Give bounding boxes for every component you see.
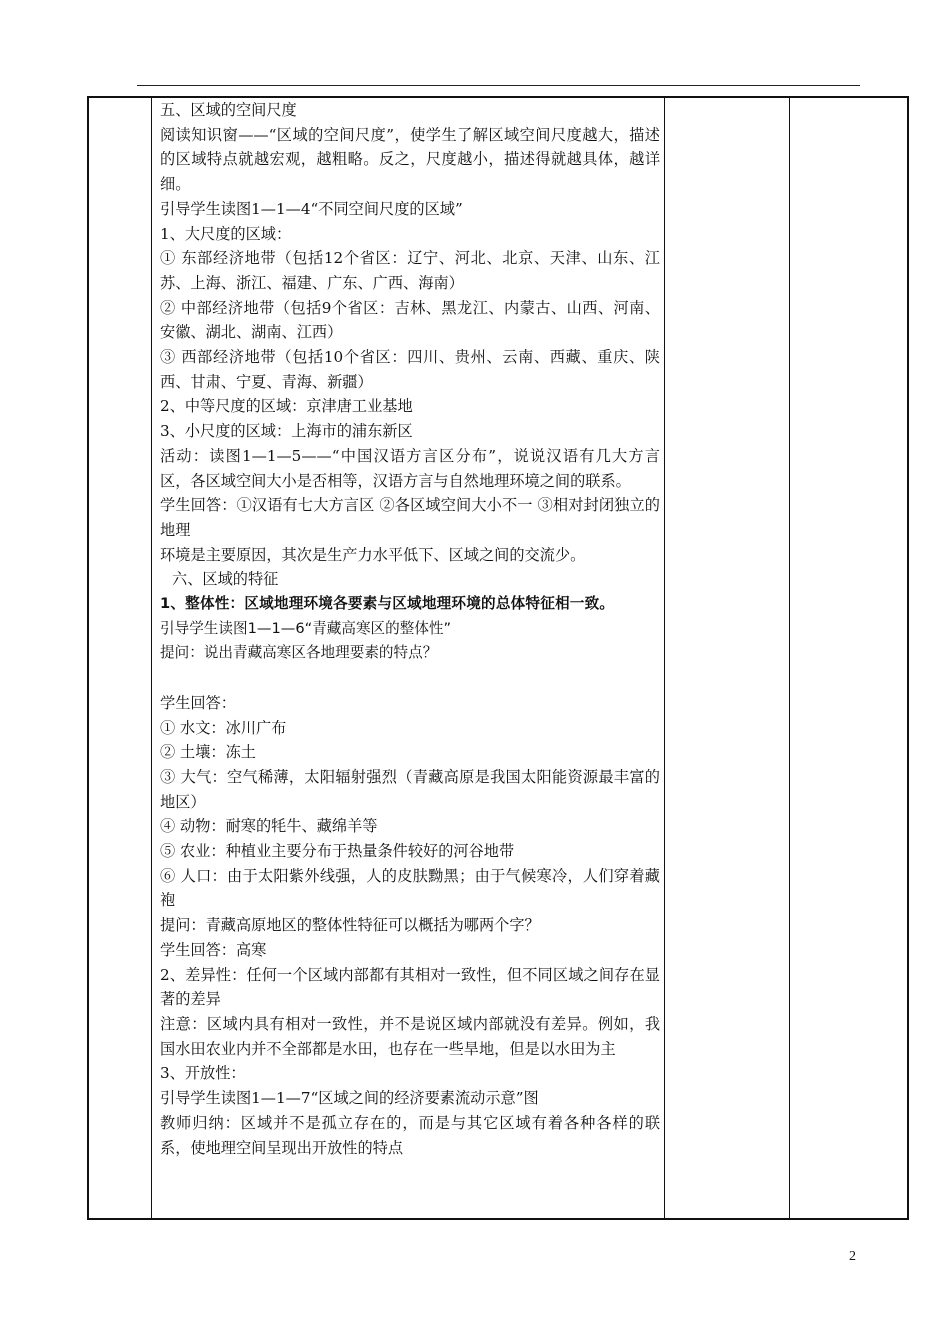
paragraph: 注意：区域内具有相对一致性，并不是说区域内部就没有差异。例如，我国水田农业内并不全部都是水田，也存在一些旱地，但是以水田为主 bbox=[160, 1015, 660, 1058]
list-item: ① 东部经济地带（包括12个省区：辽宁、河北、北京、天津、山东、江苏、上海、浙江、福建、广东、广西、海南） bbox=[160, 249, 660, 292]
column-divider bbox=[789, 98, 790, 1218]
paragraph: 提问：说出青藏高寒区各地理要素的特点？ bbox=[160, 644, 438, 662]
paragraph: 阅读知识窗——“区域的空间尺度”，使学生了解区域空间尺度越大，描述的区域特点就越宏观，越粗略。反之，尺度越小，描述得就越具体，越详细。 bbox=[160, 125, 660, 194]
list-item: ⑥ 人口：由于太阳紫外线强，人的皮肤黝黑；由于气候寒冷，人们穿着藏袍 bbox=[160, 866, 660, 910]
list-item: ② 中部经济地带（包括9个省区：吉林、黑龙江、内蒙古、山西、河南、安徽、湖北、湖南、江西） bbox=[160, 298, 660, 342]
list-item: ① 水文：冰川广布 bbox=[160, 718, 287, 737]
paragraph: 活动：读图1—1—5——“中国汉语方言区分布”，说说汉语有几大方言区，各区域空间大小是否相等，汉语方言与自然地理环境之间的联系。 bbox=[160, 446, 660, 490]
paragraph: 1、大尺度的区域： bbox=[160, 224, 292, 243]
paragraph: 3、开放性： bbox=[160, 1064, 246, 1083]
paragraph: 引导学生读图1—1—4“不同空间尺度的区域” bbox=[160, 199, 463, 218]
lesson-content-cell bbox=[160, 98, 660, 1160]
section-heading: 六、区域的特征 bbox=[172, 570, 279, 589]
paragraph: 2、中等尺度的区域：京津唐工业基地 bbox=[160, 397, 413, 416]
paragraph: 环境是主要原因，其次是生产力水平低下、区域之间的交流少。 bbox=[160, 545, 586, 564]
paragraph: 学生回答：高寒 bbox=[160, 940, 267, 959]
list-item: ⑤ 农业：种植业主要分布于热量条件较好的河谷地带 bbox=[160, 842, 515, 861]
column-divider bbox=[151, 98, 152, 1218]
section-heading: 五、区域的空间尺度 bbox=[160, 101, 297, 119]
paragraph: 教师归纳：区域并不是孤立存在的，而是与其它区域有着各种各样的联系，使地理空间呈现出开放性的特点 bbox=[160, 1113, 660, 1157]
page-number: 2 bbox=[849, 1249, 856, 1264]
list-item: ④ 动物：耐寒的牦牛、藏绵羊等 bbox=[160, 817, 378, 836]
paragraph: 引导学生读图1—1—6“青藏高寒区的整体性” bbox=[160, 619, 452, 637]
paragraph: 2、差异性：任何一个区域内部都有其相对一致性，但不同区域之间存在显著的差异 bbox=[160, 965, 660, 1009]
paragraph: 学生回答：①汉语有七大方言区 ②各区域空间大小不一 ③相对封闭独立的地理 bbox=[160, 496, 660, 539]
list-item: ② 土壤：冻土 bbox=[160, 743, 256, 762]
paragraph: 3、小尺度的区域：上海市的浦东新区 bbox=[160, 422, 413, 441]
list-item: ③ 大气：空气稀薄，太阳辐射强烈（青藏高原是我国太阳能资源最丰富的地区） bbox=[160, 767, 660, 811]
column-divider bbox=[664, 98, 665, 1218]
paragraph: 学生回答： bbox=[160, 693, 236, 712]
paragraph: 1、整体性：区域地理环境各要素与区域地理环境的总体特征相一致。 bbox=[160, 595, 615, 613]
header-rule bbox=[137, 85, 860, 86]
paragraph: 引导学生读图1—1—7“区域之间的经济要素流动示意”图 bbox=[160, 1089, 539, 1108]
list-item: ③ 西部经济地带（包括10个省区：四川、贵州、云南、西藏、重庆、陕西、甘肃、宁夏、青海、新疆） bbox=[160, 348, 660, 391]
paragraph: 提问：青藏高原地区的整体性特征可以概括为哪两个字？ bbox=[160, 916, 540, 935]
blank-line bbox=[160, 666, 660, 691]
